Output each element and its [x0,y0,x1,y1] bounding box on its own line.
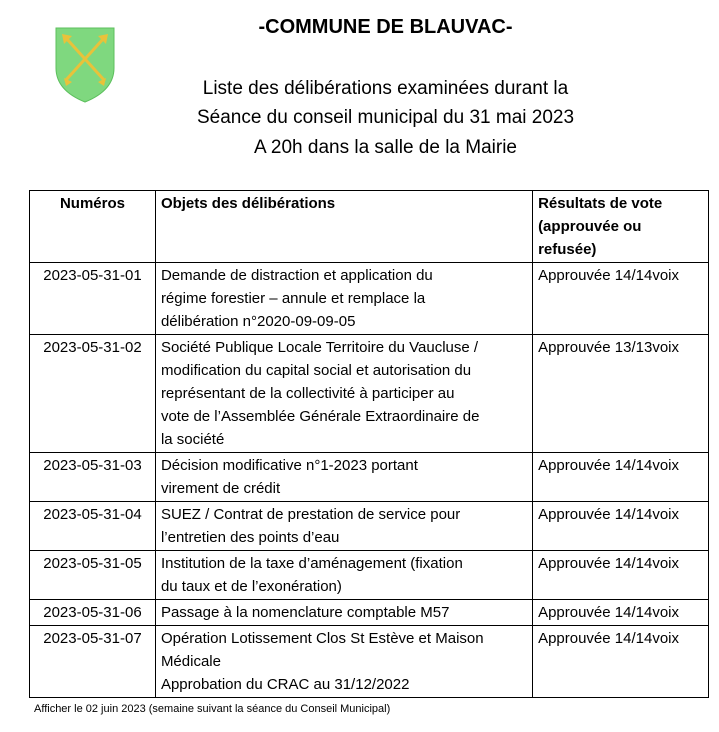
table-row [30,551,709,600]
page-title: -COMMUNE DE BLAUVAC- [258,16,513,38]
deliberation-object-line: vote de l’Assemblée Générale Extraordinaire de [160,408,480,425]
deliberation-object-line: Société Publique Locale Territoire du Vaucluse / [160,339,479,356]
subtitle-line-3: A 20h dans la salle de la Mairie [254,137,517,158]
deliberation-object-line: l’entretien des points d’eau [160,529,340,546]
vote-result: Approuvée 14/14voix [533,626,709,698]
table-row [30,263,709,335]
table-row [30,502,709,551]
deliberation-object [155,263,532,335]
deliberation-object [155,600,532,626]
deliberation-object-line: modification du capital social et autorisation du [160,362,472,379]
deliberation-object-line: SUEZ / Contrat de prestation de service pour [160,506,461,523]
deliberation-object-line: virement de crédit [160,480,281,497]
header-resultats-line: (approuvée ou [538,218,642,235]
deliberation-number: 2023-05-31-02 [30,335,156,453]
deliberation-object-line: la société [160,431,225,448]
deliberation-number: 2023-05-31-05 [30,551,156,600]
table-row [30,600,709,626]
deliberation-object-line: Passage à la nomenclature comptable M57 [160,604,450,621]
header-resultats-line: refusée) [538,241,597,258]
deliberation-object-line: délibération n°2020-09-09-05 [160,313,356,330]
subtitle-line-1: Liste des délibérations examinées durant la [202,78,569,99]
table-header-row [30,191,709,263]
vote-result: Approuvée 14/14voix [533,502,709,551]
deliberation-number: 2023-05-31-03 [30,453,156,502]
vote-result: Approuvée 14/14voix [533,600,709,626]
vote-result: Approuvée 14/14voix [533,551,709,600]
header-objets: Objets des délibérations [155,191,532,263]
deliberation-object-line: Approbation du CRAC au 31/12/2022 [160,676,410,693]
deliberation-object-line: régime forestier – annule et remplace la [160,290,426,307]
deliberation-object-line: Institution de la taxe d’aménagement (fixation [160,555,463,572]
vote-result: Approuvée 14/14voix [533,263,709,335]
footer-note: Afficher le 02 juin 2023 (semaine suivant la séance du Conseil Municipal) [34,703,391,715]
header-resultats [533,191,709,263]
deliberation-object [155,551,532,600]
vote-result: Approuvée 14/14voix [533,453,709,502]
deliberation-object-line: du taux et de l’exonération) [160,578,342,595]
table-row [30,626,709,698]
header-resultats-line: Résultats de vote [538,195,663,212]
vote-result: Approuvée 13/13voix [533,335,709,453]
deliberation-object-line: Opération Lotissement Clos St Estève et Maison [160,630,484,647]
deliberation-object-line: Demande de distraction et application du [160,267,433,284]
deliberation-object [155,626,532,698]
deliberation-number: 2023-05-31-06 [30,600,156,626]
deliberations-table [29,190,709,698]
table-row [30,453,709,502]
deliberation-object [155,502,532,551]
deliberation-object-line: Médicale [160,653,221,670]
table-row [30,335,709,453]
header-numeros: Numéros [30,191,156,263]
deliberation-object [155,335,532,453]
subtitle-line-2: Séance du conseil municipal du 31 mai 2023 [196,107,575,128]
deliberation-number: 2023-05-31-01 [30,263,156,335]
deliberation-number: 2023-05-31-07 [30,626,156,698]
deliberation-object [155,453,532,502]
deliberation-number: 2023-05-31-04 [30,502,156,551]
deliberation-object-line: Décision modificative n°1-2023 portant [160,457,418,474]
deliberation-object-line: représentant de la collectivité à participer au [160,385,455,402]
